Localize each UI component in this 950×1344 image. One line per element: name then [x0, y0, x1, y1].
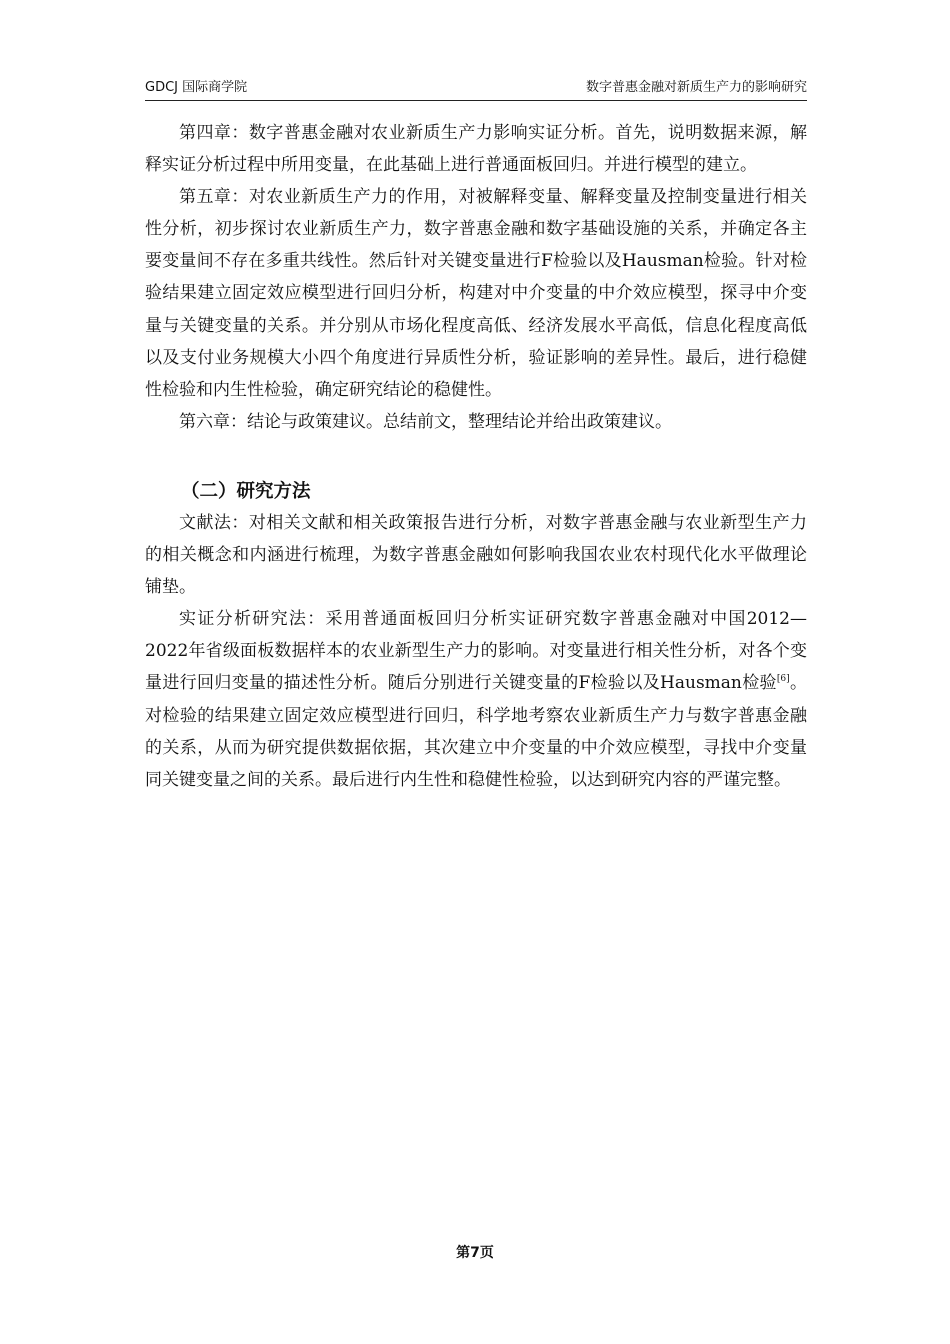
- empirical-text-part1: 实证分析研究法：采用普通面板回归分析实证研究数字普惠金融对中国2012—2022年省级面板数据样本的农业新型生产力的影响。对变量进行相关性分析，对各个变量进行回归变量的描述性分析。随后分别进行关键变量的F检验以及Hausman检验: [145, 609, 807, 694]
- paragraph-chapter-5: 第五章：对农业新质生产力的作用，对被解释变量、解释变量及控制变量进行相关性分析，初步探讨农业新质生产力，数字普惠金融和数字基础设施的关系，并确定各主要变量间不存在多重共线性。然后针对关键变量进行F检验以及Hausman检验。针对检验结果建立固定效应模型进行回归分析，构建对中介变量的中介效应模型，探寻中介变量与关键变量的关系。并分别从市场化程度高低、经济发展水平高低，信息化程度高低以及支付业务规模大小四个角度进行异质性分析，验证影响的差异性。最后，进行稳健性检验和内生性检验，确定研究结论的稳健性。: [145, 187, 807, 400]
- header-title: 数字普惠金融对新质生产力的影响研究: [585, 80, 807, 95]
- paragraph-literature-method: 文献法：对相关文献和相关政策报告进行分析，对数字普惠金融与农业新型生产力的相关概念和内涵进行梳理，为数字普惠金融如何影响我国农业农村现代化水平做理论铺垫。: [145, 512, 807, 598]
- empirical-text-part2: 。对检验的结果建立固定效应模型进行回归，科学地考察农业新质生产力与数字普惠金融的关系，从而为研究提供数据依据，其次建立中介变量的中介效应模型，寻找中介变量同关键变量之间的关系。最后进行内生性和稳健性检验，以达到研究内容的严谨完整。: [145, 673, 807, 790]
- header-school: GDCJ 国际商学院: [145, 80, 248, 95]
- paragraph-chapter-6: 第六章：结论与政策建议。总结前文，整理结论并给出政策建议。: [179, 411, 672, 432]
- page-header: [145, 78, 807, 101]
- citation-marker: [6]: [776, 674, 790, 685]
- paragraph-empirical-method: [145, 603, 807, 796]
- paragraph-chapter-4: 第四章：数字普惠金融对农业新质生产力影响实证分析。首先，说明数据来源，解释实证分析过程中所用变量，在此基础上进行普通面板回归。并进行模型的建立。: [145, 123, 807, 176]
- section-heading: （二）研究方法: [181, 480, 311, 502]
- page-number: 第7页: [456, 1245, 494, 1261]
- page-body: [145, 117, 807, 796]
